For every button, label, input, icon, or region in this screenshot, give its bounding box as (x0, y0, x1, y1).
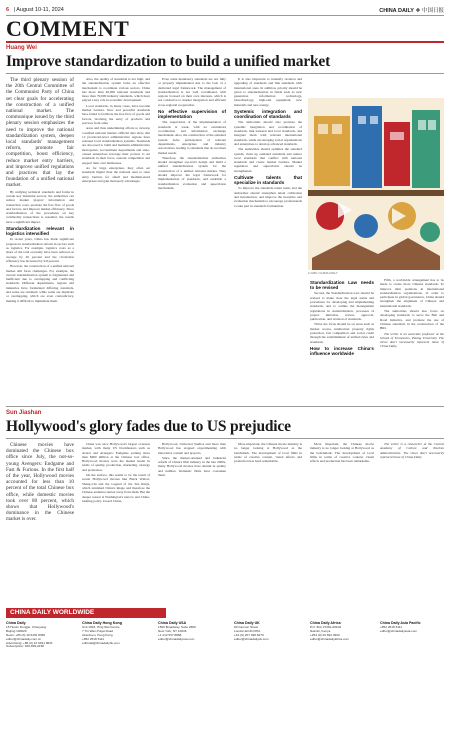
article2-paragraph: On the surface, this seems to be the result of recent Hollywood movies like Black Widow, Shang-Chi and the Legend of the Ten Rings, which tarnished China's image and therefore the Chinese audience turned away from them. But the deeper reason is Washington's narrow and China-bashing policy toward China. (82, 473, 150, 503)
office-line: +852 2518 5111 (82, 636, 104, 641)
office-line: editor@chinadailyusa.com (158, 636, 195, 641)
masthead (6, 4, 444, 16)
article1-paragraph: As for large enterprises, they often set standards higher than the national ones to raise entry barriers for small and medium-sized enterprises and gain monopoly advantages. (82, 165, 150, 183)
issue-date: | August 10-11, 2024 (13, 6, 64, 13)
article1-author-bio: The writer is an associate professor at the School of Economics, Peking University. The views don't necessarily represent those of China Daily. (380, 331, 444, 349)
article1-illustration (308, 98, 444, 270)
article1-subhead: No effective supervision of implementation (158, 109, 226, 120)
article1-paragraph: It is also important to intensify revision and upgrading of standards and link standards with international ones. In addition, priority should be given to standardization in fields such as new generation information technology, biotechnology, high-end equipment, new materials and new energy. (234, 77, 302, 107)
article1-paragraph: To improve the standards talent team, and the authorities should strengthen talent cultivation and introduction, and improve the incentive and evaluation mechanism to encourage professionals to take part in standards formulation. (234, 186, 302, 208)
article1-column-3 (158, 77, 226, 403)
office-line: editor@chinadailyuk.com (234, 636, 269, 641)
article2-column-4 (234, 442, 302, 604)
page-number: 6 (6, 6, 10, 13)
office-line: Unit 1818, Hing Wai Centre (82, 624, 120, 629)
article1-paragraph: areas and thus undermining efforts to develop a unified national market. Official data show that 12 provincial-level administrative regions have released local standardization systems. Standards are also used to build and maintain administrative monopolies. Government departments and state-owned enterprises leverage their powers to set standards in their favor, restrain competition and support their own businesses. (82, 126, 150, 165)
article1-subhead: Standardization relevant in logistics intensified (6, 226, 74, 237)
office-name: China Daily Hong Kong (82, 621, 122, 625)
office-line: +1 212 537 8888 (158, 632, 182, 637)
article1-subhead: Standardization Law needs to be revised (310, 280, 374, 291)
office-block (6, 622, 76, 649)
headline-rule (6, 73, 444, 74)
article2-column-5 (310, 442, 444, 604)
article1-column-2 (82, 77, 150, 403)
headline-rule (6, 438, 444, 439)
article2-column-1 (6, 442, 74, 604)
article-divider (6, 406, 444, 407)
office-block (380, 622, 444, 634)
article1-paragraph: Second, the Standardization Law should be revised to make clear the legal status and procedures for developing and implementing standards, and to outline the management regulations in standardization, processes of project initiation, review, approval, publication, and revision of standards. (310, 291, 374, 322)
office-line: Nairobi, Kenya (310, 628, 331, 633)
office-line: 90 Cannon Street (234, 624, 259, 629)
office-block (310, 622, 376, 642)
edition-symbol: ❖ (415, 7, 421, 14)
article2-author-bio: The writer is a researcher at the Central Academy of Culture and Tourism Administration. The views don't necessarily represent those of China Daily. (380, 442, 444, 459)
article2-headline: Hollywood's glory fades due to US prejudice (6, 418, 291, 435)
article1-paragraph: Also, the quality of standards is not high, and the standardization system lacks an effective mechanism to coordinate various sectors. China has more than 40,000 national standards and more than 70,000 industry standards, which have played a key role in economic development. (82, 77, 150, 103)
article1-paragraph: Even some mandatory standards are not fully or properly implemented due to the lack of a dedicated legal framework. The management of standardization is not well coordinated, with regions focused on their own interests, which is not conducive to market integration and efficient cross-regional cooperation. (158, 77, 226, 107)
article1-paragraph: The supervision of the implementation of standards is weak, with no centralized coordination and information exchange mechanism. Also, the construction of the standard system lacks participation of relevant departments, enterprises and industry associations, leading to standards that do not meet market needs. (158, 120, 226, 155)
article1-paragraph: Third, the focus should be on areas such as market access, intellectual property rights protection, fair competition and social credit through the establishment of unified rules and standards. (310, 322, 374, 344)
office-name: China Daily Africa (310, 621, 341, 625)
article1-headline: Improve standardization to build a unified market (6, 53, 331, 70)
office-line: Beijing 100029 (6, 628, 27, 633)
section-divider (6, 41, 444, 43)
article1-paragraph: The authorities should optimize the standard system, clean up outdated standards and reduce local standards that conflict with national standards and create market barriers. Market regulation and supervision should be strengthened. (234, 147, 302, 173)
paper-name: CHINA DAILY (379, 7, 414, 14)
office-name: China Daily Asia Pacific (380, 621, 421, 625)
office-block (82, 622, 152, 645)
article1-paragraph: Therefore, the standardization authorities should strengthen top-level design and build a unified standardization system for the construction of a unified national market. They should improve the legal framework for implementation of standards, and establish a standardization evaluation and supervision mechanism. (158, 155, 226, 190)
illustration-graphic (308, 98, 444, 270)
footer-directory (6, 608, 444, 743)
office-line: editorial@chinadailyhk.com (82, 640, 120, 645)
office-line: +254 (0) 20 692 0900 (310, 632, 340, 637)
office-line: News: +86 (0) 10 6491 8366 (6, 632, 46, 637)
article1-paragraph: By unifying technical standards and forms in certain key industrial sectors, the authorities can reduce market players' information and transaction costs, promote the free flow of goods and factors, and improve market efficiency. Since standardization of the procedures on key commodity transactions is essential, the results have a significant impact. (6, 189, 74, 224)
article2-paragraph: Since the market-oriented and industrial reform of China's film industry in the late 2000s, many Hollywood movies have shrunk in quality and number. Domestic films have overtaken them. (158, 455, 226, 478)
article2-paragraph: China was once Hollywood's largest overseas market, with many US blockbusters such as Avatar and Avengers: Endgame earning more than $600 million at the Chinese box office. Hollywood movies were the market leader in terms of quality, production, marketing, strategy and promotion. (82, 442, 150, 472)
office-line: +852 2518 5111 (380, 624, 402, 629)
paper-chinese-name: 中国日报 (421, 7, 444, 14)
article1-paragraph: The authorities should also focus on developing standards to serve the Belt and Road Initiative, and promote the use of Chinese standards in the construction of the BRI. (380, 309, 444, 331)
article2-paragraph: More important, the Chinese movie industry is no longer looking at Hollywood as the benchmark. The development of local films in terms of creative content, visual effects and production has been remarkable. (310, 442, 374, 464)
office-line: +44 (0) 207 398 8270 (234, 632, 264, 637)
article1-column-1 (6, 77, 74, 403)
article2-lead: Chinese movies have dominated the Chinese box office since July, the not-so-young Avengers: Endgame and Fast & Furious. In the first half of the year, Hollywood movies accounted for less than 10 percent of the total Chinese box office, while domestic movies took over 80 percent, which shows that Hollywood's dominance in the Chinese market is over. (6, 442, 74, 523)
office-line: 1500 Broadway, Suite 2800 (158, 624, 196, 629)
office-line: editor@chinadaily.com.cn (6, 636, 42, 641)
article1-paragraph: However, the construction of a unified national market still faces challenges. For example, the current standardization system is fragmented and inefficient due to overlapping and conflicting standards. Different departments, regions and industries have formulated differing standards, and some are outdated, while some are duplicate or overlapping, which are even contradictory, making it difficult to implement them. (6, 264, 74, 303)
section-title: COMMENT (6, 16, 130, 41)
office-line: P.O. Box 27281-00100 (310, 624, 342, 629)
office-line: Subscription: 400-699-0158 (6, 644, 45, 649)
office-line: London EC4N 6HA (234, 628, 261, 633)
office-line: Aberdeen, Hong Kong (82, 632, 113, 637)
article1-byline: Huang Wei (6, 45, 37, 51)
article2-byline: Sun Jiashan (6, 410, 42, 416)
office-name: China Daily (6, 621, 26, 625)
office-line: 15 Huixin Dongjie, Chaoyang (6, 624, 47, 629)
office-block (234, 622, 304, 642)
footer-title: CHINA DAILY WORLDWIDE (6, 608, 166, 618)
article2-paragraph: More important, the Chinese movie industry is no longer looking at Hollywood as the benchmark. The development of local films in terms of creative content, visual effects and production has been remarkable. (234, 442, 302, 464)
office-line: editor@chinadailyafrica.com (310, 636, 349, 641)
article1-paragraph: Local standards, in many cases, have become market barriers. New and powerful standards have failed to facilitate the free flow of goods and factors, blocking the entry of products and services from other (82, 103, 150, 125)
office-block (158, 622, 228, 642)
article1-subhead: Cultivate talents that specialize in standards (234, 175, 302, 186)
article1-paragraph: In recent years, China has made significant progress in standardization reform in sectors such as logistics. For example, logistics costs as a share of the total economy have been reduced on average by 20 percent and the circulation efficiency has increased by 9.8 percent. (6, 237, 74, 263)
office-name: China Daily USA (158, 621, 187, 625)
article1-lead: The third plenary session of the 20th Central Committee of the Communist Party of China set clear goals for accelerating the construction of a unified national market. The communique issued by the third plenary session emphasizes the need to improve the national standardization system, deepen local standards' management reform, promote fair competition, boost efficiency, reduce market entry barriers, and improve unified regulations and practices that lay the foundation of a unified national market. (6, 77, 74, 189)
article1-paragraph: Fifth, a worldwide arrangement has to be made to create more Chinese standards. To improve their positions in international standardization organizations, in order to participate in global governance, China should strengthen the alignment of Chinese and international standards. (380, 278, 444, 308)
article1-column-4 (234, 77, 302, 403)
article1-subhead: Systemic integration and coordination of standards (234, 109, 302, 120)
article2-paragraph: Hollywood, Universal Studios and more than Hollywood has stopped experimenting with innovative content and projects. (158, 442, 226, 455)
article1-column-5 (310, 278, 444, 403)
office-line: editor@chinadailyasia.com (380, 628, 418, 633)
masthead-left (6, 7, 64, 13)
office-line: Advertising: +86 (0) 10 6491 8631 (6, 640, 53, 645)
illustration-credit: LI MIN / CHINA DAILY (308, 271, 338, 275)
article1-paragraph: The authorities should also promote the systemic integration and coordination of standards, link national and local standards, and integrate them with relevant international standards, while encouraging social organizations and enterprises to develop advanced standards. (234, 120, 302, 146)
office-line: New York, NY 10036 (158, 628, 187, 633)
masthead-right (379, 6, 444, 14)
office-name: China Daily UK (234, 621, 260, 625)
article1-subhead: How to increase China's influence worldwide (310, 345, 374, 357)
article2-column-2 (82, 442, 150, 604)
office-line: 7 Tin Wan Praya Road (82, 628, 114, 633)
article2-column-3 (158, 442, 226, 604)
